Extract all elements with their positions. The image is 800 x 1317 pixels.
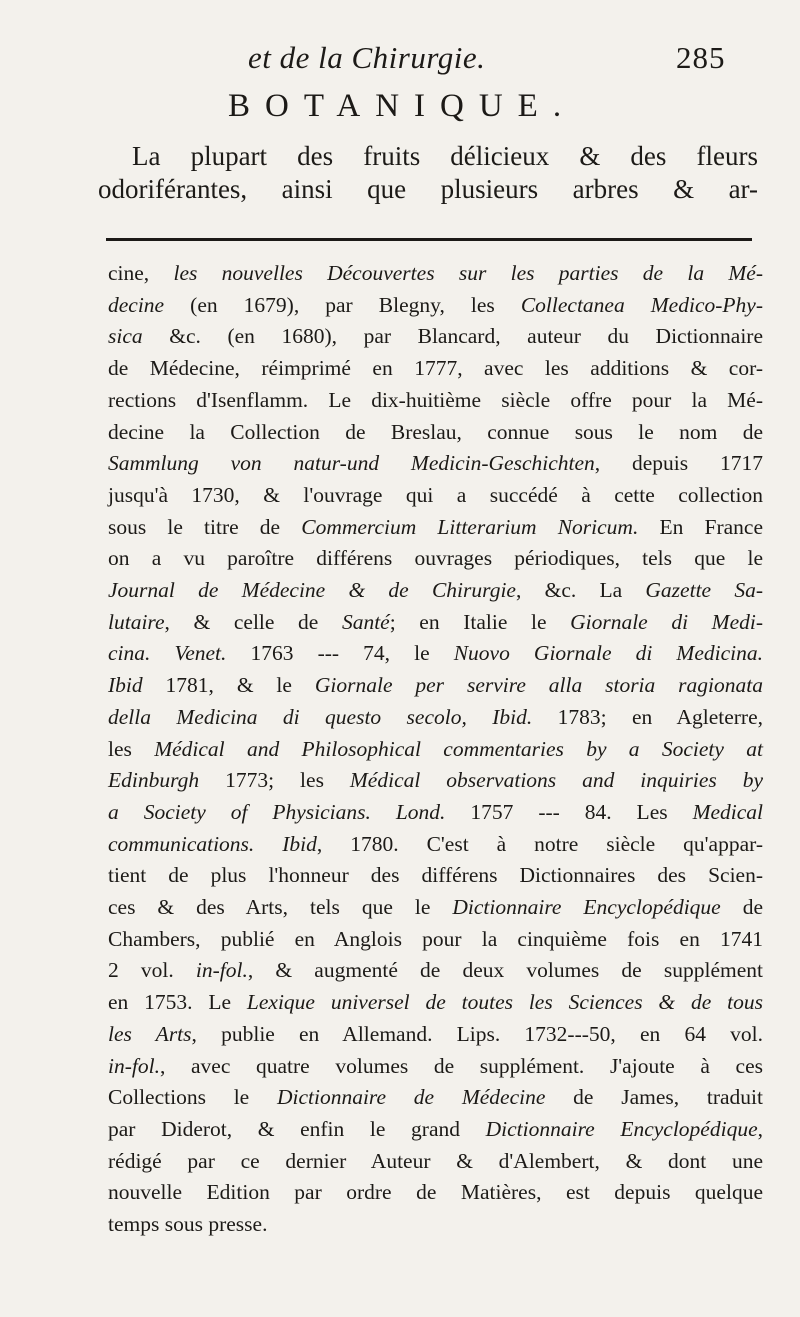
text-run: , — [757, 1116, 763, 1141]
italic-run: Giornale di Medi- — [570, 609, 763, 634]
italic-run: sica — [108, 324, 143, 349]
text-run: 1781, & le — [142, 673, 315, 698]
italic-run: Médical and Philosophical commentaries by a Society at — [154, 736, 763, 761]
italic-run: Gazette Sa- — [645, 578, 763, 603]
footnote-line — [108, 543, 763, 575]
text-run: par Diderot, & enfin le grand — [108, 1116, 486, 1141]
italic-run: Santé — [341, 609, 390, 634]
italic-run: Medical — [692, 799, 764, 824]
footnote-line — [108, 1051, 763, 1083]
text-run: nouvelle Edition par ordre de Matières, est depuis quelque — [108, 1180, 763, 1205]
text-run: , depuis 1717 — [594, 451, 763, 476]
footnote-line — [108, 321, 763, 353]
text-run: 2 vol. — [108, 958, 196, 983]
text-run: 1763 --- 74, le — [226, 641, 454, 666]
text-run: rections d'Isenflamm. Le dix-huitième siècle offre pour la Mé- — [108, 387, 763, 412]
text-run: , & augmenté de deux volumes de supplément — [247, 958, 764, 983]
text-run: 1757 --- 84. Les — [445, 799, 693, 824]
text-run: 1783; en Agleterre, — [532, 704, 763, 729]
footnote-line — [108, 258, 763, 290]
italic-run: decine — [108, 292, 165, 317]
italic-run: les Arts — [108, 1021, 192, 1046]
footnote-line — [108, 860, 763, 892]
main-text-line: La plupart des fruits délicieux & des fleurs — [132, 141, 758, 171]
running-head — [0, 36, 800, 86]
italic-run: communications. Ibid — [108, 831, 317, 856]
footnote-line — [108, 1177, 763, 1209]
italic-run: Journal de Médecine & de Chirurgie — [108, 578, 516, 603]
text-run: 1773; les — [199, 768, 350, 793]
text-run: on a vu paroître différens ouvrages périodiques, tels que le — [108, 546, 763, 571]
italic-run: lutaire — [108, 609, 165, 634]
text-run: decine la Collection de Breslau, connue sous le nom de — [108, 419, 763, 444]
text-run: , &c. La — [515, 578, 646, 603]
section-heading: BOTANIQUE. — [228, 88, 577, 124]
italic-run: cina. Venet. — [108, 641, 227, 666]
italic-run: Lexique universel de toutes les Sciences & de tous — [246, 990, 763, 1015]
italic-run: Dictionnaire Encyclopédique — [452, 895, 721, 920]
italic-run: in-fol. — [195, 958, 248, 983]
running-title: et de la Chirurgie. — [248, 40, 486, 75]
italic-run: Giornale per servire alla storia ragionata — [314, 673, 763, 698]
page-number: 285 — [676, 40, 726, 75]
footnote-line — [108, 575, 763, 607]
main-text — [98, 140, 758, 206]
italic-run: Dictionnaire Encyclopédique — [485, 1116, 758, 1141]
text-run: En France — [638, 514, 763, 539]
main-text-line: odoriférantes, ainsi que plusieurs arbres & ar- — [98, 174, 758, 204]
footnote-line — [108, 765, 763, 797]
footnote-line — [108, 1209, 763, 1241]
footnote-line — [108, 353, 763, 385]
text-run: , publie en Allemand. Lips. 1732---50, en 64 vol. — [191, 1021, 763, 1046]
text-run: , avec quatre volumes de supplément. J'ajoute à ces — [159, 1053, 763, 1078]
text-run: , & celle de — [164, 609, 342, 634]
footnote-line — [108, 987, 763, 1019]
footnote — [108, 258, 763, 1241]
footnote-line — [108, 1019, 763, 1051]
footnote-line — [108, 480, 763, 512]
text-run: rédigé par ce dernier Auteur & d'Alembert, & dont une — [108, 1148, 763, 1173]
text-run: temps sous presse. — [108, 1212, 268, 1237]
text-run: &c. (en 1680), par Blancard, auteur du Dictionnaire — [142, 324, 763, 349]
italic-run: les nouvelles Découvertes sur les parties de la Mé- — [173, 261, 763, 285]
text-run: ces & des Arts, tels que le — [108, 895, 453, 920]
footnote-line — [108, 892, 763, 924]
text-run: , 1780. C'est à notre siècle qu'appar- — [316, 831, 764, 856]
footnote-line — [108, 797, 763, 829]
footnote-line — [108, 638, 763, 670]
text-run: les — [108, 736, 155, 761]
footnote-line — [108, 1114, 763, 1146]
footnote-line — [108, 417, 763, 449]
text-run: de James, traduit — [545, 1085, 764, 1110]
italic-run: Edinburgh — [108, 768, 200, 793]
text-run: sous le titre de — [108, 514, 302, 539]
italic-run: a Society of Physicians. Lond. — [108, 799, 446, 824]
footnote-line — [108, 670, 763, 702]
footnote-line — [108, 385, 763, 417]
footnote-line — [108, 448, 763, 480]
footnote-line — [108, 1082, 763, 1114]
italic-run: in-fol. — [108, 1053, 160, 1078]
footnote-line — [108, 512, 763, 544]
text-run: cine, — [108, 261, 174, 285]
italic-run: Nuovo Giornale di Medicina. — [453, 641, 764, 666]
text-run: de Médecine, réimprimé en 1777, avec les additions & cor- — [108, 356, 763, 381]
text-run: tient de plus l'honneur des différens Dictionnaires des Scien- — [108, 863, 763, 888]
footnote-line — [108, 955, 763, 987]
italic-run: Sammlung von natur-und Medicin-Geschichten — [108, 451, 595, 476]
footnote-line — [108, 290, 763, 322]
italic-run: Collectanea Medico-Phy- — [520, 292, 763, 317]
footnote-line — [108, 1146, 763, 1178]
text-run: en 1753. Le — [108, 990, 247, 1015]
italic-run: Médical observations and inquiries by — [349, 768, 763, 793]
footnote-line — [108, 702, 763, 734]
text-run: jusqu'à 1730, & l'ouvrage qui a succédé à cette collection — [108, 482, 763, 507]
text-run: de — [720, 895, 763, 920]
italic-run: Ibid — [108, 673, 143, 698]
text-run: (en 1679), par Blegny, les — [164, 292, 521, 317]
footnote-divider — [106, 238, 752, 241]
footnote-line — [108, 829, 763, 861]
footnote-line — [108, 924, 763, 956]
footnote-line — [108, 607, 763, 639]
italic-run: della Medicina di questo secolo, Ibid. — [108, 704, 533, 729]
italic-run: Commercium Litterarium Noricum. — [301, 514, 639, 539]
text-run: Chambers, publié en Anglois pour la cinquième fois en 1741 — [108, 926, 763, 951]
footnote-line — [108, 734, 763, 766]
text-run: ; en Italie le — [389, 609, 571, 634]
italic-run: Dictionnaire de Médecine — [276, 1085, 546, 1110]
text-run: Collections le — [108, 1085, 277, 1110]
